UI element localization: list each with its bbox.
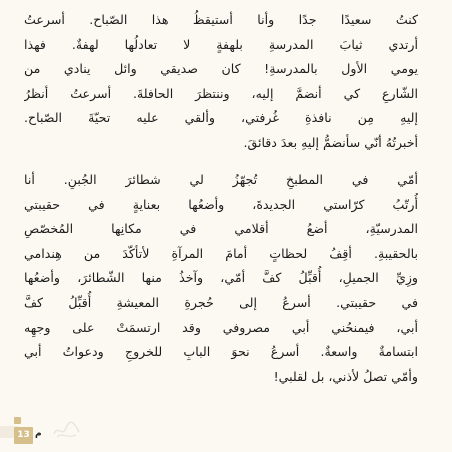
text-line: أرتدي ثيابَ المدرسةِ بلهفةٍ لا تعادلُها لهفةٌ. فهذا — [24, 36, 418, 52]
text-line: بالحقيبةِ. أقِفُ لحظاتٍ أمامَ المرآةِ لأتأكّدَ من هِندامي — [24, 245, 418, 261]
text-line: المدرسيّةِ، أضعُ أقلامي في مكانِها المُخصّصِ — [24, 221, 418, 237]
text-line: أخبرتُهُ أنّي سأنضمُّ إليهِ بعدَ دقائقَ. — [243, 134, 418, 150]
text-line: وأمّي تصلُ لأذني، بل لقلبي! — [273, 368, 418, 384]
text-line: ابتسامةٌ واسعةٌ. أسرعُ نحوَ البابِ للخروجِ ودعواتُ أبي — [24, 344, 418, 360]
text-line: كنتُ سعيدًا جدًا وأنا أستيقظُ هذا الصّباح. أسرعتُ — [24, 12, 418, 27]
page-number-tab — [0, 414, 42, 444]
text-line: الشّارعِ كي أنضمَّ إليه، وننتظرَ الحافلةَ. أسرعتُ أنظرُ — [24, 85, 418, 101]
text-line: أمّي في المطبخِ تُجهّزُ لي شطائرَ الجُبنِ. أنا — [24, 172, 418, 187]
text-line: في حقيبتي. أسرعُ إلى حُجرةِ المعيشةِ أُقبِّلُ كفَّ — [24, 294, 418, 310]
text-line: أُرتّبُ كرّاستي الجديدةَ، وأضعُها بعنايةٍ في حقيبتي — [24, 196, 418, 212]
page-number-box — [14, 427, 33, 444]
text-line: أبي، فيمنحُني أبي مصروفي وقد ارتسمَتْ على وجهِه — [24, 319, 418, 335]
paragraph-1 — [24, 8, 418, 156]
text-line: وزِيِّ الجميلِ، أُقبِّلُ كفَّ أمّي، وآخذُ منها الشّطائرَ، وأضعُها — [24, 270, 418, 286]
page-number: 13 — [17, 430, 30, 440]
paragraph-2 — [24, 168, 418, 389]
tab-knob — [14, 417, 21, 424]
page-number-suffix: م — [35, 429, 42, 439]
faded-scribble-icon — [52, 418, 82, 440]
text-line: يومي الأول بالمدرسةِ! كان صديقي وائل ينادي من — [24, 61, 418, 77]
text-line: إليهِ مِن نافذةِ غُرفتي، وألقي عليه تحيّةَ الصّباح. — [24, 110, 418, 126]
